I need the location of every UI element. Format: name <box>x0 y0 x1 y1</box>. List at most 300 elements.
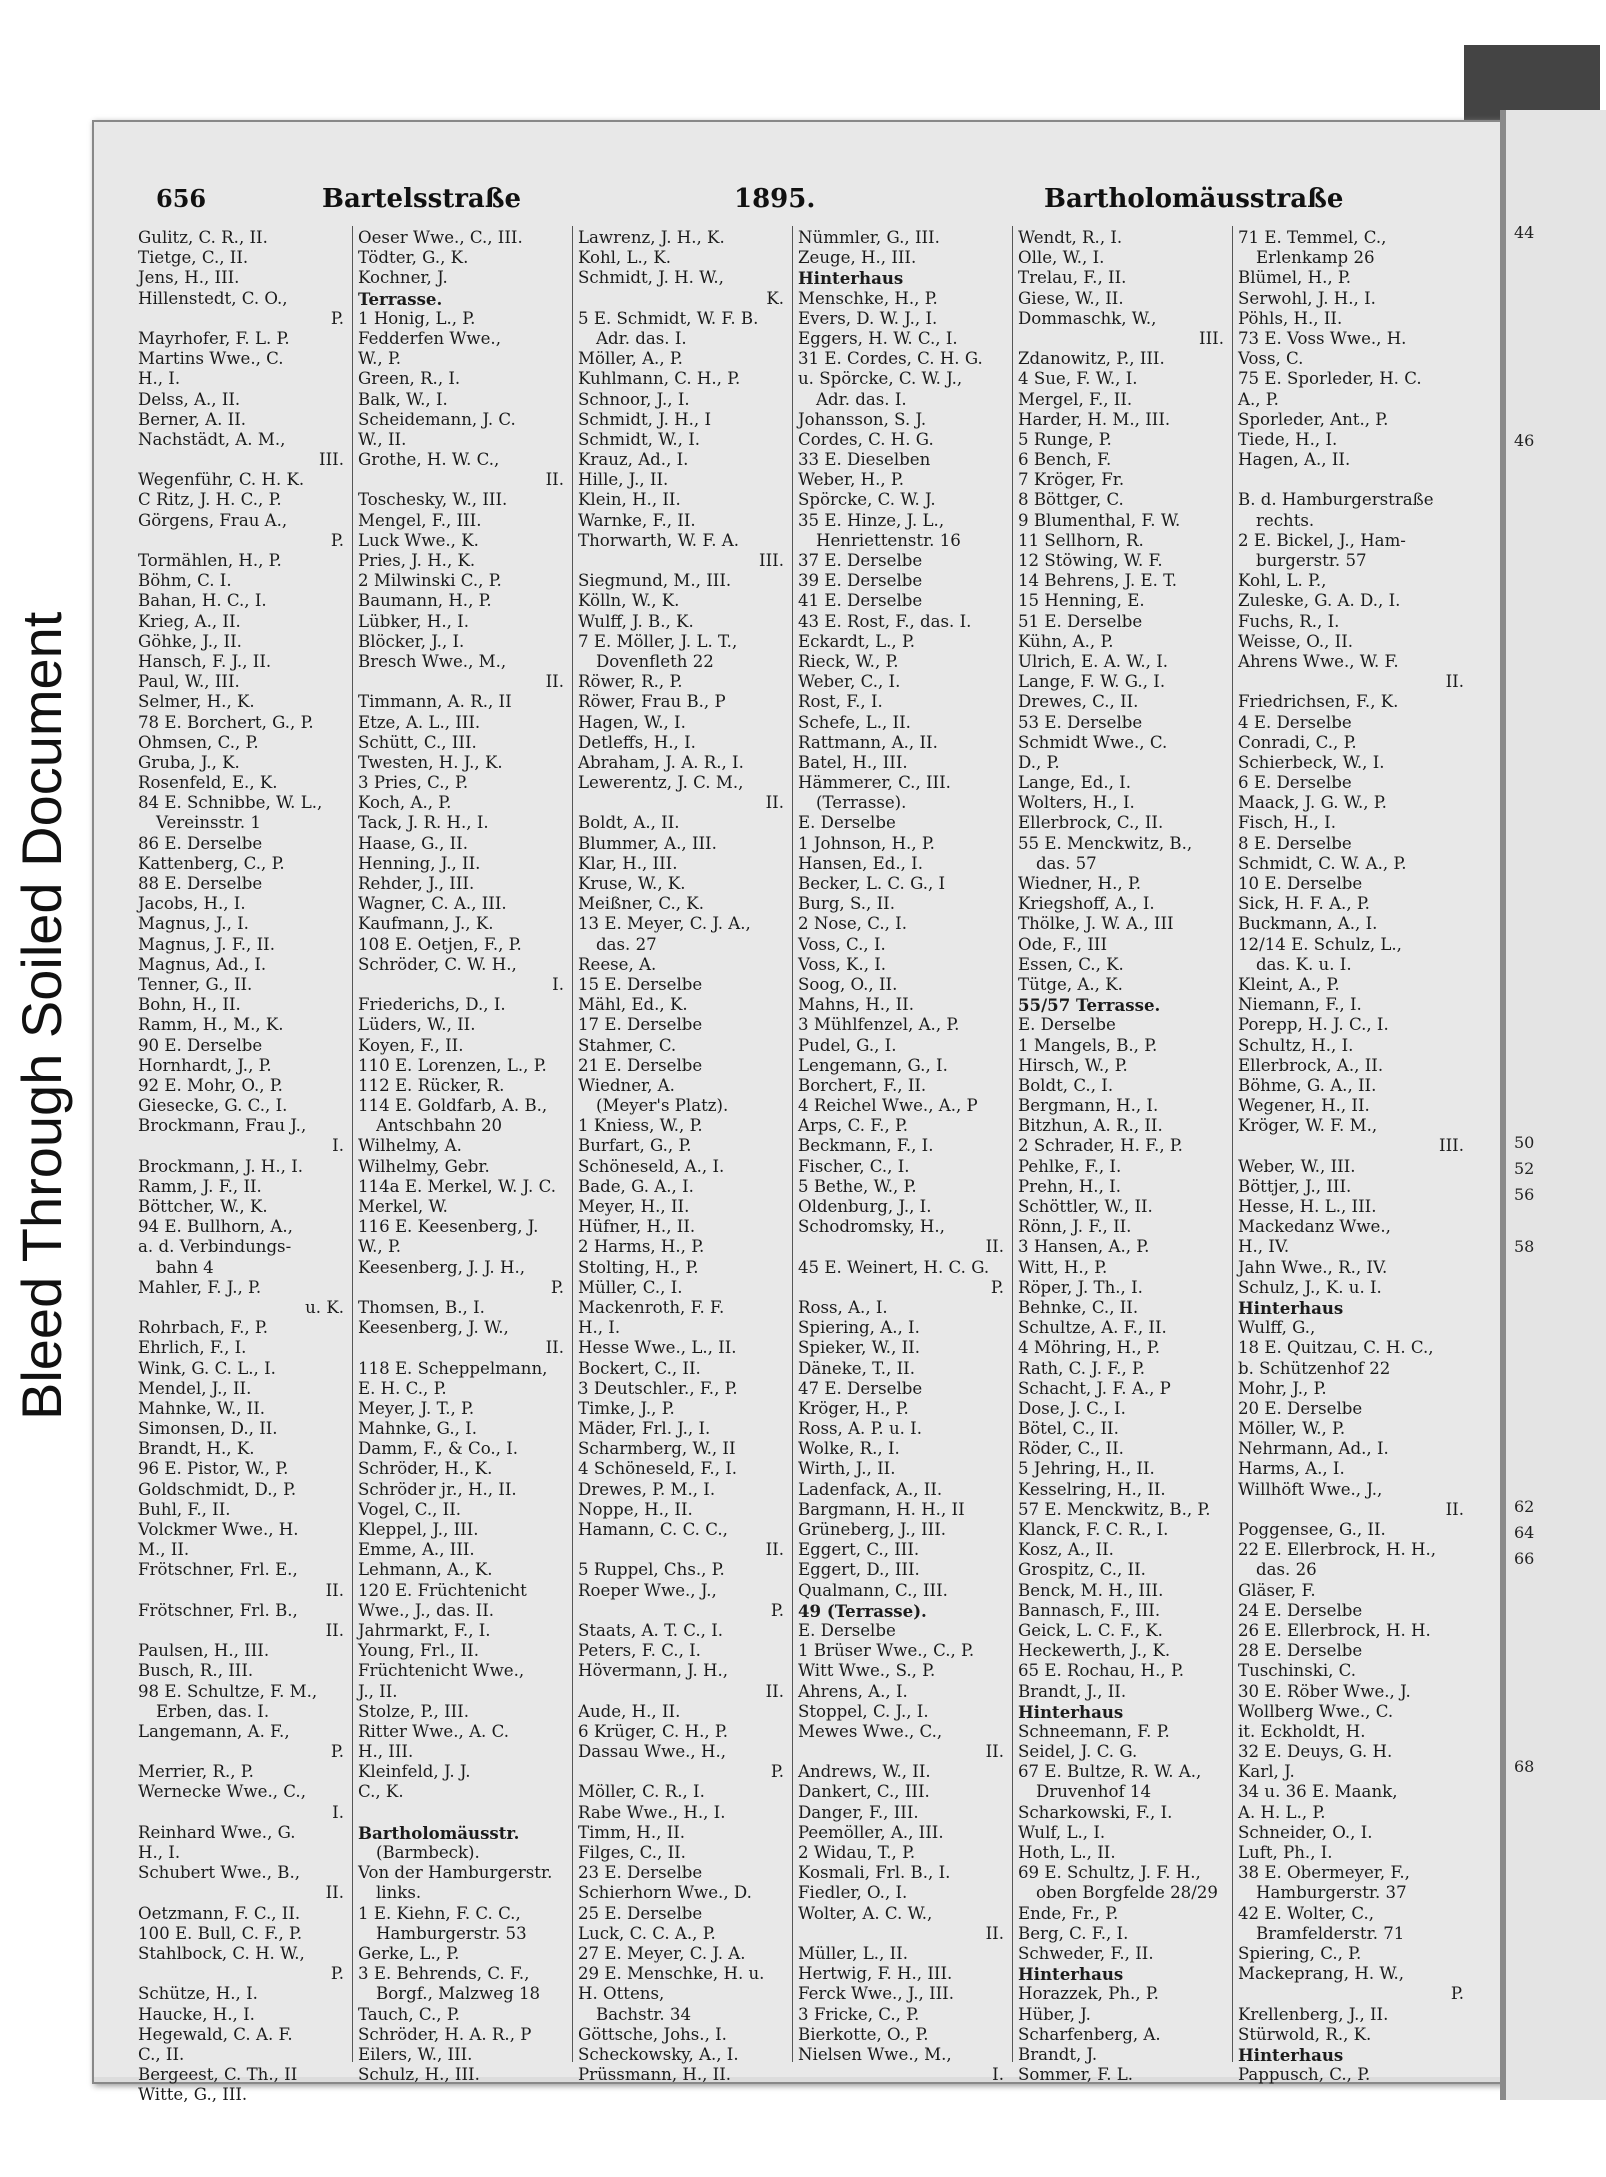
directory-line: Frötschner, Frl. B., <box>138 1600 298 1620</box>
directory-line: Brandt, J., II. <box>1018 1681 1127 1701</box>
directory-line: 1 Honig, L., P. <box>358 308 476 328</box>
directory-line: Hinterhaus <box>798 268 904 289</box>
directory-line: Fiedler, O., I. <box>798 1883 908 1903</box>
directory-line: P. <box>1450 1984 1464 2004</box>
directory-line: Kohl, L., K. <box>578 248 671 268</box>
directory-line: Mackeprang, H. W., <box>1238 1964 1405 1984</box>
directory-line: Niemann, F., I. <box>1238 995 1362 1015</box>
directory-line: Noppe, H., II. <box>578 1499 693 1519</box>
directory-line: Mahns, H., II. <box>798 995 915 1015</box>
directory-line: Zdanowitz, P., III. <box>1018 349 1165 369</box>
directory-line: III. <box>1439 1136 1464 1156</box>
directory-line: Tauch, C., P. <box>358 2004 460 2024</box>
directory-line: 20 E. Derselbe <box>1238 1398 1363 1418</box>
directory-line: Hämmerer, C., III. <box>798 773 951 793</box>
directory-line: Eggert, D., III. <box>798 1560 920 1580</box>
directory-line: Sommer, F. L. <box>1018 2065 1134 2085</box>
directory-line: Drewes, C., II. <box>1018 692 1139 712</box>
directory-line: 41 E. Derselbe <box>798 591 923 611</box>
facing-page-line <box>1514 1052 1534 1078</box>
directory-line: 8 Böttger, C. <box>1018 490 1124 510</box>
facing-page-line <box>1514 1338 1534 1364</box>
facing-page-line <box>1514 636 1534 662</box>
directory-line: Essen, C., K. <box>1018 954 1124 974</box>
facing-page-line <box>1514 948 1534 974</box>
directory-line: Weber, W., III. <box>1238 1156 1356 1176</box>
directory-line: Nachstädt, A. M., <box>138 429 286 449</box>
directory-line: Hüfner, H., II. <box>578 1217 696 1237</box>
directory-line: II. <box>765 793 784 813</box>
directory-line: Bresch Wwe., M., <box>358 651 507 671</box>
directory-line: P. <box>330 530 344 550</box>
directory-line: 26 E. Ellerbrock, H. H. <box>1238 1620 1431 1640</box>
directory-line: Gläser, F. <box>1238 1580 1316 1600</box>
directory-line: Borgf., Malzweg 18 <box>376 1984 541 2004</box>
directory-line: Wulff, J. B., K. <box>578 611 694 631</box>
directory-line: P. <box>990 1277 1004 1297</box>
directory-line: Filges, C., II. <box>578 1843 686 1862</box>
directory-line: Merrier, R., P. <box>138 1762 254 1782</box>
directory-line: 55 E. Menckwitz, B., <box>1018 833 1193 853</box>
directory-line: Benck, M. H., III. <box>1018 1580 1164 1600</box>
directory-line: Schröder jr., H., II. <box>358 1479 517 1499</box>
directory-line: 15 E. Derselbe <box>578 974 703 994</box>
directory-line: I. <box>332 1802 344 1822</box>
directory-line: Mewes Wwe., C., <box>798 1721 943 1741</box>
directory-line: Dankert, C., III. <box>798 1782 930 1802</box>
directory-line: Röwer, R., P. <box>578 672 683 692</box>
directory-line: 12 Stöwing, W. F. <box>1018 551 1163 570</box>
directory-line: Reese, A. <box>578 954 657 974</box>
directory-line: Hertwig, F. H., III. <box>798 1964 953 1984</box>
directory-line: B. d. Hamburgerstraße <box>1238 490 1434 510</box>
directory-line: J., II. <box>358 1681 398 1701</box>
directory-line: Druvenhof 14 <box>1036 1782 1152 1802</box>
directory-line: Hesse, H. L., III. <box>1238 1197 1377 1216</box>
directory-line: Tiede, H., I. <box>1238 429 1338 449</box>
directory-line: 5 Jehring, H., II. <box>1018 1459 1155 1479</box>
directory-line: 7 Kröger, Fr. <box>1018 470 1125 490</box>
facing-page-line <box>1514 844 1534 870</box>
directory-line: Pudel, G., I. <box>798 1035 897 1055</box>
directory-line: Kochner, J. <box>358 268 448 288</box>
directory-line: Antschbahn 20 <box>376 1116 503 1136</box>
directory-line: 88 E. Derselbe <box>138 874 263 893</box>
directory-line: Baumann, H., P. <box>358 591 492 611</box>
directory-line: III. <box>1199 328 1224 348</box>
right-running-title: Bartholomäusstraße <box>1044 184 1344 214</box>
directory-line: Warnke, F., II. <box>578 510 696 530</box>
directory-line: Seidel, J. C. G. <box>1018 1742 1138 1762</box>
directory-line: Witt Wwe., S., P. <box>798 1661 936 1681</box>
directory-line: 2 E. Bickel, J., Ham- <box>1238 530 1406 550</box>
directory-line: Soog, O., II. <box>798 974 898 994</box>
directory-line: Voss, C., I. <box>798 934 886 954</box>
directory-line: C., II. <box>138 2044 185 2064</box>
directory-line: Lange, F. W. G., I. <box>1018 672 1166 692</box>
directory-line: Horazzek, Ph., P. <box>1018 1984 1159 2004</box>
directory-line: 13 E. Meyer, C. J. A., <box>578 914 751 934</box>
directory-line: Roeper Wwe., J., <box>578 1580 717 1600</box>
directory-line: Kosz, A., II. <box>1018 1540 1114 1560</box>
directory-line: P. <box>330 1742 344 1762</box>
directory-line: Boldt, A., II. <box>578 813 680 833</box>
directory-line: C., K. <box>358 1782 404 1802</box>
directory-line: Witt, H., P. <box>1018 1257 1108 1277</box>
facing-page-edge <box>1500 110 1606 2100</box>
directory-line: Scheckowsky, A., I. <box>578 2044 739 2064</box>
facing-page-line: 66 <box>1514 1549 1535 1568</box>
facing-page-line <box>1514 1650 1534 1676</box>
column-1 <box>138 228 348 2105</box>
directory-line: Grothe, H. W. C., <box>358 450 500 470</box>
directory-line: Kohl, L. P., <box>1238 571 1327 591</box>
directory-line: Mackedanz Wwe., <box>1238 1217 1391 1237</box>
directory-line: Bergeest, C. Th., II <box>138 2065 298 2085</box>
directory-line: Kleint, A., P. <box>1238 974 1340 994</box>
directory-line: Hamann, C. C. C., <box>578 1520 728 1539</box>
directory-line: 8 E. Derselbe <box>1238 833 1352 853</box>
directory-line: 6 Krüger, C. H., P. <box>578 1721 728 1741</box>
facing-page-line <box>1514 792 1534 818</box>
directory-line: Bartholomäusstr. <box>358 1822 520 1843</box>
directory-line: P. <box>330 1964 344 1984</box>
directory-line: Schöneseld, A., I. <box>578 1156 725 1176</box>
directory-line: Fisch, H., I. <box>1238 813 1336 833</box>
directory-line: Schierbeck, W., I. <box>1238 752 1385 772</box>
directory-line: Hövermann, J. H., <box>578 1661 729 1681</box>
directory-line: Bachstr. 34 <box>596 2004 692 2024</box>
directory-line: Schmidt Wwe., C. <box>1018 732 1168 752</box>
directory-line: Böttcher, W., K. <box>138 1197 268 1216</box>
directory-line: Timm, H., II. <box>578 1822 686 1842</box>
directory-line: Maack, J. G. W., P. <box>1238 793 1387 813</box>
directory-line: Meyer, J. T., P. <box>358 1398 475 1418</box>
directory-line: Schmidt, C. W. A., P. <box>1238 853 1407 873</box>
directory-line: 23 E. Derselbe <box>578 1863 703 1883</box>
directory-line: Rabe Wwe., H., I. <box>578 1802 726 1822</box>
facing-page-line <box>1514 1572 1534 1598</box>
directory-line: W., P. <box>358 1237 402 1257</box>
directory-line: E. Derselbe <box>798 813 896 833</box>
facing-page-line <box>1514 662 1534 688</box>
directory-line: H., I. <box>138 1843 181 1862</box>
directory-line: Timmann, A. R., II <box>358 692 512 712</box>
directory-line: Terrasse. <box>358 288 443 309</box>
directory-line: Schmidt, J. H. W., <box>578 268 724 288</box>
directory-line: Scharmberg, W., II <box>578 1439 736 1459</box>
directory-line: Wulf, L., I. <box>1018 1822 1106 1842</box>
directory-line: Stolting, H., P. <box>578 1257 699 1277</box>
directory-line: Andrews, W., II. <box>798 1762 931 1782</box>
directory-line: Fuchs, R., I. <box>1238 611 1340 631</box>
directory-line: Röper, J. Th., I. <box>1018 1277 1143 1297</box>
directory-line: Ramm, J. F., II. <box>138 1176 262 1196</box>
directory-line: (Barmbeck). <box>376 1843 480 1862</box>
directory-line: Schultze, A. F., II. <box>1018 1318 1167 1338</box>
directory-line: 90 E. Derselbe <box>138 1035 263 1055</box>
directory-line: Sick, H. F. A., P. <box>1238 894 1370 914</box>
directory-line: III. <box>759 551 784 570</box>
directory-line: Heckewerth, J., K. <box>1018 1641 1171 1661</box>
facing-page-line <box>1514 974 1534 1000</box>
facing-page-line <box>1514 1260 1534 1286</box>
facing-page-line <box>1514 688 1534 714</box>
directory-line: 3 Hansen, A., P. <box>1018 1237 1150 1257</box>
directory-line: a. d. Verbindungs- <box>138 1237 292 1257</box>
directory-line: Kaufmann, J., K. <box>358 914 494 934</box>
directory-line: Bargmann, H. H., II <box>798 1499 965 1519</box>
directory-line: Müller, C., I. <box>578 1277 683 1297</box>
directory-line: 3 Pries, C., P. <box>358 773 469 793</box>
directory-line: (Meyer's Platz). <box>596 1096 729 1116</box>
directory-line: Schmidt, J. H., I <box>578 409 711 429</box>
directory-line: Brandt, J. <box>1018 2044 1098 2064</box>
directory-line: Aude, H., II. <box>578 1701 681 1721</box>
directory-line: Nehrmann, Ad., I. <box>1238 1439 1389 1459</box>
directory-line: 1 E. Kiehn, F. C. C., <box>358 1903 521 1923</box>
directory-line: Rohrbach, F., P. <box>138 1318 268 1338</box>
column-3 <box>578 228 788 2085</box>
directory-line: Ross, A., I. <box>798 1297 888 1317</box>
directory-line: Frötschner, Frl. E., <box>138 1560 298 1580</box>
directory-line: Jens, H., III. <box>138 268 240 288</box>
directory-line: Klar, H., III. <box>578 853 678 873</box>
directory-line: Schierhorn Wwe., D. <box>578 1883 752 1903</box>
directory-line: Fedderfen Wwe., <box>358 328 501 348</box>
directory-line: Bramfelderstr. 71 <box>1256 1923 1405 1943</box>
directory-line: Spiering, A., I. <box>798 1318 920 1338</box>
directory-line: 32 E. Deuys, G. H. <box>1238 1742 1393 1762</box>
directory-line: Jacobs, H., I. <box>138 894 246 914</box>
directory-line: 15 Henning, E. <box>1018 591 1145 611</box>
facing-page-line <box>1514 246 1534 272</box>
directory-line: 100 E. Bull, C. F., P. <box>138 1923 303 1943</box>
directory-line: b. Schützenhof 22 <box>1238 1358 1391 1378</box>
directory-line: Abraham, J. A. R., I. <box>578 752 744 772</box>
directory-line: Zuleske, G. A. D., I. <box>1238 591 1401 611</box>
directory-line: Burfart, G., P. <box>578 1136 692 1156</box>
directory-line: Luft, Ph., I. <box>1238 1843 1333 1862</box>
directory-line: Scheidemann, J. C. <box>358 409 516 429</box>
directory-line: Lübker, H., I. <box>358 611 469 631</box>
directory-line: Mergel, F., II. <box>1018 389 1133 409</box>
directory-line: Meißner, C., K. <box>578 894 704 914</box>
directory-line: Spieker, W., II. <box>798 1338 921 1358</box>
directory-line: oben Borgfelde 28/29 <box>1036 1883 1218 1903</box>
directory-line: 34 u. 36 E. Maank, <box>1238 1782 1398 1802</box>
directory-line: Hagen, A., II. <box>1238 450 1351 470</box>
directory-line: Wegenführ, C. H. K. <box>138 470 305 490</box>
directory-line: Burg, S., II. <box>798 894 895 914</box>
directory-line: Wolter, A. C. W., <box>798 1903 933 1923</box>
directory-line: Brandt, H., K. <box>138 1439 255 1459</box>
directory-line: Friedrichsen, F., K. <box>1238 692 1399 712</box>
directory-line: H. Ottens, <box>578 1984 665 2004</box>
directory-line: Boldt, C., I. <box>1018 1075 1114 1095</box>
directory-line: M., II. <box>138 1540 190 1560</box>
directory-line: 43 E. Rost, F., das. I. <box>798 611 972 631</box>
directory-line: Dassau Wwe., H., <box>578 1742 727 1762</box>
directory-line: II. <box>1445 1499 1464 1519</box>
directory-line: 25 E. Derselbe <box>578 1903 703 1923</box>
directory-line: Voss, K., I. <box>798 954 887 974</box>
directory-line: Lawrenz, J. H., K. <box>578 228 725 247</box>
directory-line: Paulsen, H., III. <box>138 1641 270 1661</box>
directory-line: Balk, W., I. <box>358 389 448 409</box>
directory-line: Bötel, C., II. <box>1018 1419 1119 1439</box>
directory-line: Tödter, G., K. <box>358 248 469 268</box>
directory-line: Hinterhaus <box>1018 1964 1124 1985</box>
facing-page-line <box>1514 1728 1534 1754</box>
directory-line: Friederichs, D., I. <box>358 995 506 1015</box>
directory-line: Hinterhaus <box>1018 1701 1124 1722</box>
facing-page-line <box>1514 402 1534 428</box>
directory-line: Oeser Wwe., C., III. <box>358 228 523 247</box>
facing-page-line <box>1514 1468 1534 1494</box>
directory-line: Giese, W., II. <box>1018 288 1124 308</box>
directory-line: 75 E. Sporleder, H. C. <box>1238 369 1422 389</box>
directory-line: Harms, A., I. <box>1238 1459 1345 1479</box>
directory-line: Schefe, L., II. <box>798 712 911 732</box>
directory-line: 3 Mühlfenzel, A., P. <box>798 1015 960 1035</box>
directory-line: Adr. das. I. <box>816 389 907 409</box>
directory-line: Mahnke, W., II. <box>138 1398 266 1418</box>
directory-line: Vogel, C., II. <box>358 1499 462 1519</box>
facing-page-line <box>1514 324 1534 350</box>
directory-line: Tormählen, H., P. <box>138 551 282 570</box>
directory-line: Ohmsen, C., P. <box>138 732 259 752</box>
directory-line: Harder, H. M., III. <box>1018 409 1171 429</box>
directory-line: Weber, C., I. <box>798 672 901 692</box>
directory-line: 5 E. Schmidt, W. F. B. <box>578 308 759 328</box>
directory-line: 6 Bench, F. <box>1018 450 1112 470</box>
directory-line: Böttjer, J., III. <box>1238 1176 1352 1196</box>
directory-line: Schröder, H., K. <box>358 1459 493 1479</box>
directory-line: Wolke, R., I. <box>798 1439 900 1459</box>
directory-line: 45 E. Weinert, H. C. G. <box>798 1257 990 1277</box>
directory-line: 37 E. Derselbe <box>798 551 923 570</box>
directory-line: Früchtenicht Wwe., <box>358 1661 525 1681</box>
directory-line: Busch, R., III. <box>138 1661 254 1681</box>
directory-line: Rattmann, A., II. <box>798 732 938 752</box>
directory-line: Gerke, L., P. <box>358 1943 460 1963</box>
facing-page-line: 46 <box>1514 431 1535 450</box>
directory-line: Arps, C. F., P. <box>798 1116 909 1136</box>
directory-line: Scharkowski, F., I. <box>1018 1802 1173 1822</box>
directory-line: Luck, C. C. A., P. <box>578 1923 716 1943</box>
facing-page-line <box>1514 532 1534 558</box>
facing-page-line <box>1514 714 1534 740</box>
directory-line: Krellenberg, J., II. <box>1238 2004 1389 2024</box>
directory-line: Röder, C., II. <box>1018 1439 1124 1459</box>
directory-line: Kröger, H., P. <box>798 1398 909 1418</box>
directory-line: 94 E. Bullhorn, A., <box>138 1217 293 1237</box>
directory-line: Berg, C. F., I. <box>1018 1923 1129 1943</box>
directory-line: Lewerentz, J. C. M., <box>578 773 744 793</box>
directory-line: 69 E. Schultz, J. F. H., <box>1018 1863 1201 1883</box>
directory-line: Hegewald, C. A. F. <box>138 2024 293 2044</box>
directory-line: Haase, G., II. <box>358 833 469 853</box>
directory-line: Reinhard Wwe., G. <box>138 1822 296 1842</box>
facing-page-line <box>1514 610 1534 636</box>
directory-line: Ulrich, E. A. W., I. <box>1018 651 1169 671</box>
directory-line: Wink, G. C. L., I. <box>138 1358 276 1378</box>
directory-line: 2 Nose, C., I. <box>798 914 907 934</box>
directory-line: Toschesky, W., III. <box>358 490 508 510</box>
directory-line: Göttsche, Johs., I. <box>578 2024 727 2044</box>
directory-line: Wolters, H., I. <box>1018 793 1135 813</box>
directory-line: 84 E. Schnibbe, W. L., <box>138 793 323 813</box>
directory-line: 55/57 Terrasse. <box>1018 995 1161 1016</box>
directory-line: 1 Kniess, W., P. <box>578 1116 703 1136</box>
directory-line: Menschke, H., P. <box>798 288 938 308</box>
directory-line: Conradi, C., P. <box>1238 732 1357 752</box>
directory-line: Buckmann, A., I. <box>1238 914 1378 934</box>
facing-page-line <box>1514 740 1534 766</box>
directory-line: Etze, A. L., III. <box>358 712 481 732</box>
directory-line: Geick, L. C. F., K. <box>1018 1620 1163 1640</box>
directory-line: 4 E. Derselbe <box>1238 712 1352 732</box>
directory-line: Krieg, A., II. <box>138 611 241 631</box>
directory-line: Green, R., I. <box>358 369 461 389</box>
directory-line: Pehlke, F., I. <box>1018 1156 1122 1176</box>
facing-page-line <box>1514 298 1534 324</box>
facing-page-line <box>1514 480 1534 506</box>
directory-line: Grüneberg, J., III. <box>798 1520 947 1539</box>
directory-line: Hornhardt, J., P. <box>138 1055 272 1075</box>
directory-line: Blümel, H., P. <box>1238 268 1351 288</box>
directory-line: Bohn, H., II. <box>138 995 241 1015</box>
facing-page-line <box>1514 1416 1534 1442</box>
directory-line: Hansen, Ed., I. <box>798 853 924 873</box>
directory-line: Pries, J. H., K. <box>358 551 476 570</box>
directory-line: E. Derselbe <box>1018 1015 1116 1035</box>
directory-line: Stoppel, C. J., I. <box>798 1701 929 1721</box>
facing-page-line <box>1514 1000 1534 1026</box>
directory-line: Mendel, J., II. <box>138 1378 252 1398</box>
directory-line: Tack, J. R. H., I. <box>358 813 489 833</box>
directory-line: H., IV. <box>1238 1237 1290 1257</box>
directory-line: 3 Fricke, C., P. <box>798 2004 920 2024</box>
directory-line: 22 E. Ellerbrock, H. H., <box>1238 1540 1437 1560</box>
directory-line: Tuschinski, C. <box>1238 1661 1357 1681</box>
facing-page-line <box>1514 584 1534 610</box>
directory-line: III. <box>319 450 344 470</box>
directory-line: 1 Mangels, B., P. <box>1018 1035 1158 1055</box>
column-4 <box>798 228 1008 2085</box>
directory-line: 47 E. Derselbe <box>798 1378 923 1398</box>
directory-line: Hamburgerstr. 53 <box>376 1923 527 1943</box>
directory-line: Kesselring, H., II. <box>1018 1479 1166 1499</box>
directory-line: Lengemann, G., I. <box>798 1055 948 1075</box>
directory-line: Becker, L. C. G., I <box>798 874 946 893</box>
directory-line: 9 Blumenthal, F. W. <box>1018 510 1181 530</box>
directory-line: II. <box>325 1883 344 1903</box>
directory-line: Twesten, H. J., K. <box>358 752 503 772</box>
directory-line: Erlenkamp 26 <box>1256 248 1375 268</box>
directory-line: 51 E. Derselbe <box>1018 611 1143 631</box>
directory-line: II. <box>765 1681 784 1701</box>
document-stamp <box>0 0 90 2177</box>
directory-line: Batel, H., III. <box>798 752 908 772</box>
directory-line: II. <box>765 1540 784 1560</box>
column-rule <box>1232 226 1233 2062</box>
directory-line: Delss, A., II. <box>138 389 241 409</box>
directory-line: Lüders, W., II. <box>358 1015 476 1035</box>
directory-line: 12/14 E. Schulz, L., <box>1238 934 1402 954</box>
directory-line: Klanck, F. C. R., I. <box>1018 1520 1169 1539</box>
